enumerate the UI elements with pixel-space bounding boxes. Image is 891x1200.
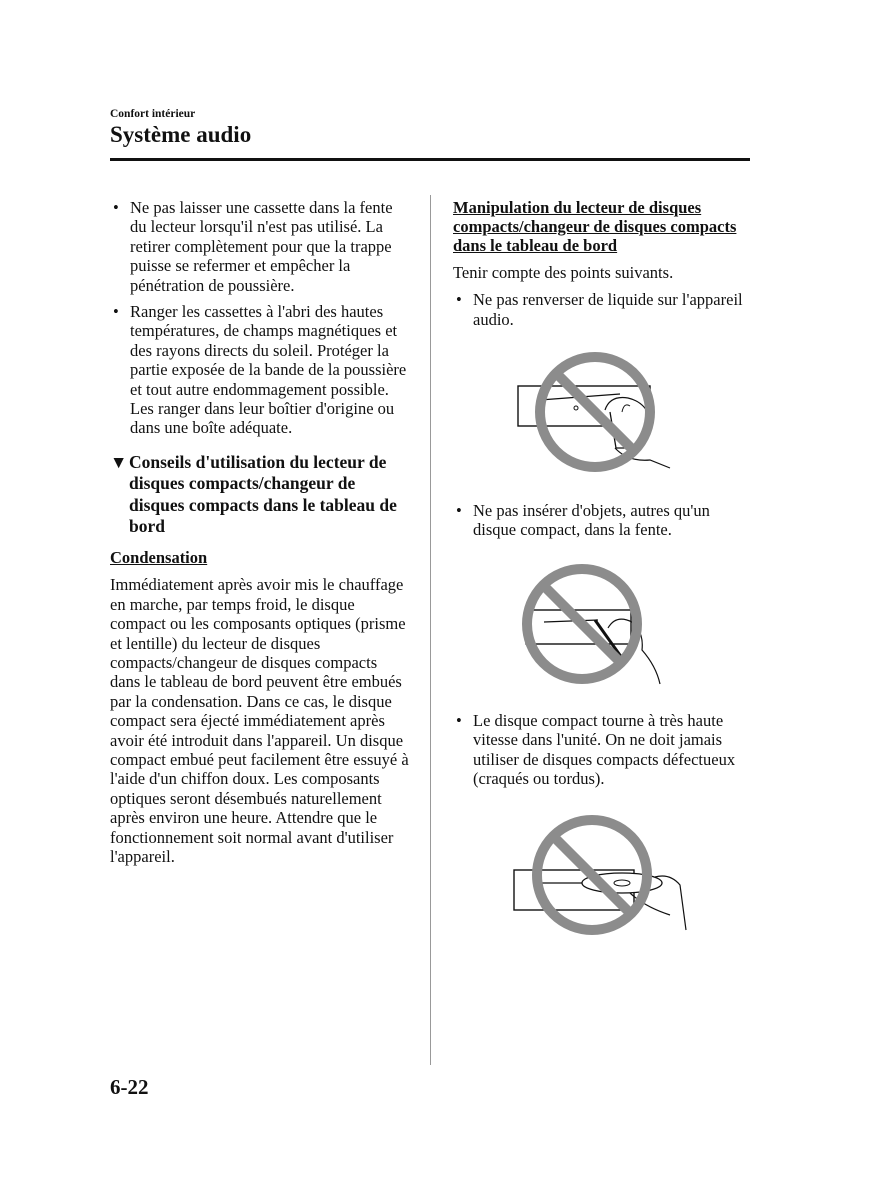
intro-text: Tenir compte des points suivants. (453, 263, 674, 282)
page-title: Système audio (110, 122, 252, 147)
bullet-glyph: • (456, 501, 462, 520)
section-heading-text: Conseils d'utilisation du lecteur de disques compacts/changeur de disques compacts dans le tableau de bord (129, 451, 397, 537)
no-damaged-disc-illustration (510, 815, 690, 940)
handling-heading: Manipulation du lecteur de disques compacts/changeur de disques compacts dans le tableau de bord (453, 198, 737, 255)
header-rule (110, 158, 750, 161)
no-objects-illustration (520, 562, 665, 692)
list-item (453, 711, 758, 789)
header-subtitle: Confort intérieur (110, 108, 196, 120)
no-liquid-illustration (510, 350, 685, 480)
bullet-text: Ranger les cassettes à l'abri des hautes températures, de champs magnétiques et des rayons directs du soleil. Protéger la partie exposée de la bande de la poussière et tout autre endommagement possible. Les ranger dans leur boîtier d'origine ou dans une boîte adéquate. (130, 302, 407, 438)
column-divider (430, 195, 431, 1065)
condensation-heading: Condensation (110, 547, 208, 567)
bullet-text: Ne pas renverser de liquide sur l'appareil audio. (473, 290, 743, 329)
right-bullet-3 (453, 711, 758, 796)
right-bullet-2 (453, 501, 753, 547)
page-number: 6-22 (110, 1075, 149, 1099)
right-column (453, 198, 753, 336)
bullet-text: Ne pas insérer d'objets, autres qu'un disque compact, dans la fente. (473, 501, 710, 540)
right-bullet-list (453, 290, 753, 329)
left-bullet-list (110, 198, 410, 438)
bullet-glyph: • (113, 302, 119, 322)
section-heading (110, 452, 410, 538)
condensation-paragraph: Immédiatement après avoir mis le chauffage en marche, par temps froid, le disque compact ou les composants optiques (prisme et lentille) du lecteur de disques compacts/changeur de disques compacts dans le tableau de bord peuvent être embués par la condensation. Dans ce cas, le disque compact sera éjecté immédiatement après avoir été introduit dans l'appareil. Un disque compact embué peut facilement être essuyé à l'aide d'un chiffon doux. Les composants optiques seront désembués naturellement après environ une heure. Attendre que le fonctionnement soit normal avant d'utiliser l'appareil. (110, 575, 409, 866)
list-item (110, 302, 410, 438)
bullet-text: Le disque compact tourne à très haute vitesse dans l'unité. On ne doit jamais utiliser de disques compacts défectueux (craqués ou tordus). (473, 711, 736, 789)
list-item (453, 290, 753, 329)
bullet-glyph: • (113, 198, 119, 217)
list-item (110, 198, 410, 295)
list-item (453, 501, 753, 540)
triangle-down-icon: ▼ (110, 451, 128, 472)
left-column (110, 198, 410, 866)
bullet-glyph: • (456, 290, 462, 310)
bullet-glyph: • (456, 711, 462, 730)
bullet-text: Ne pas laisser une cassette dans la fente du lecteur lorsqu'il n'est pas utilisé. La retirer complètement pour que la trappe puisse se refermer et empêcher la pénétration de poussière. (130, 198, 393, 295)
